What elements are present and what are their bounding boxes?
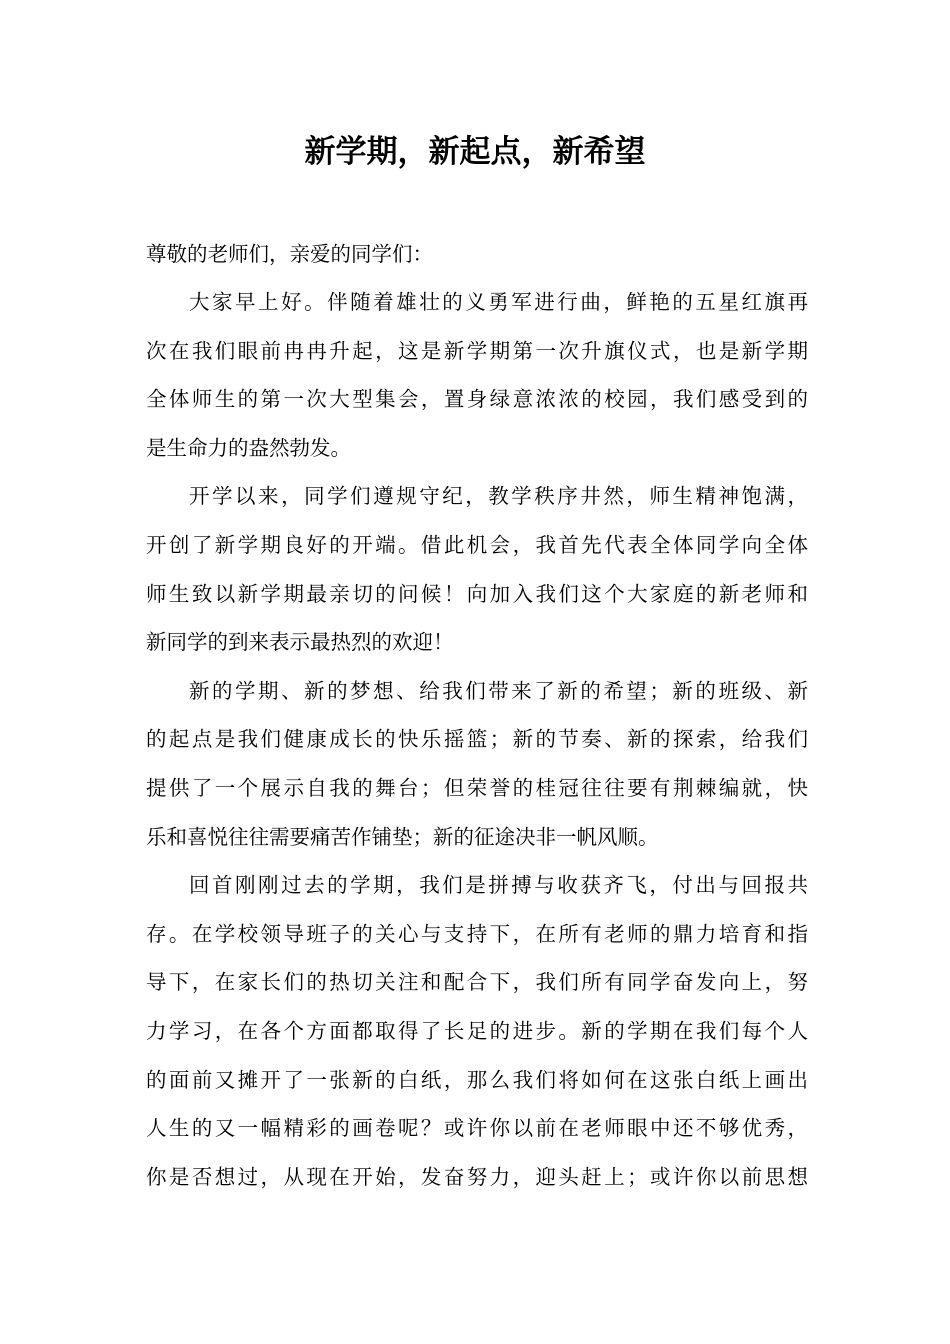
paragraph-line: 力学习，在各个方面都取得了长足的进步。新的学期在我们每个人 — [146, 1018, 808, 1043]
document-title: 新学期，新起点，新希望 — [304, 134, 646, 170]
paragraph-line: 次在我们眼前冉冉升起，这是新学期第一次升旗仪式，也是新学期 — [146, 338, 808, 363]
paragraph — [146, 278, 808, 472]
paragraph-line: 你是否想过，从现在开始，发奋努力，迎头赶上；或许你以前思想 — [146, 1164, 808, 1189]
paragraph-line: 人生的又一幅精彩的画卷呢？或许你以前在老师眼中还不够优秀， — [146, 1116, 808, 1141]
paragraph-line: 是生命力的盎然勃发。 — [146, 435, 351, 460]
paragraph — [146, 861, 808, 1201]
paragraph-line: 新同学的到来表示最热烈的欢迎！ — [146, 630, 454, 655]
salutation: 尊敬的老师们，亲爱的同学们： — [146, 242, 433, 266]
paragraph-line: 开创了新学期良好的开端。借此机会，我首先代表全体同学向全体 — [146, 532, 808, 557]
paragraph-line: 导下，在家长们的热切关注和配合下，我们所有同学奋发向上，努 — [146, 970, 808, 995]
paragraph-line: 提供了一个展示自我的舞台；但荣誉的桂冠往往要有荆棘编就，快 — [146, 775, 808, 800]
document-body — [146, 230, 808, 1201]
paragraph-line: 的起点是我们健康成长的快乐摇篮；新的节奏、新的探索，给我们 — [146, 727, 808, 752]
paragraph-line: 全体师生的第一次大型集会，置身绿意浓浓的校园，我们感受到的 — [146, 387, 808, 412]
paragraph-line: 大家早上好。伴随着雄壮的义勇军进行曲，鲜艳的五星红旗再 — [189, 290, 808, 314]
paragraph-line: 的面前又摊开了一张新的白纸，那么我们将如何在这张白纸上画出 — [146, 1067, 808, 1092]
paragraph-line: 师生致以新学期最亲切的问候！向加入我们这个大家庭的新老师和 — [146, 581, 808, 606]
paragraph-line: 乐和喜悦往往需要痛苦作铺垫；新的征途决非一帆风顺。 — [146, 824, 659, 849]
paragraph-list — [146, 278, 808, 1201]
paragraph — [146, 472, 808, 666]
paragraph — [146, 667, 808, 861]
paragraph-line: 开学以来，同学们遵规守纪，教学秩序井然，师生精神饱满， — [189, 484, 808, 509]
paragraph-line: 新的学期、新的梦想、给我们带来了新的希望；新的班级、新 — [189, 678, 808, 703]
paragraph-line: 回首刚刚过去的学期，我们是拼搏与收获齐飞，付出与回报共 — [189, 873, 808, 898]
paragraph-line: 存。在学校领导班子的关心与支持下，在所有老师的鼎力培育和指 — [146, 921, 808, 946]
